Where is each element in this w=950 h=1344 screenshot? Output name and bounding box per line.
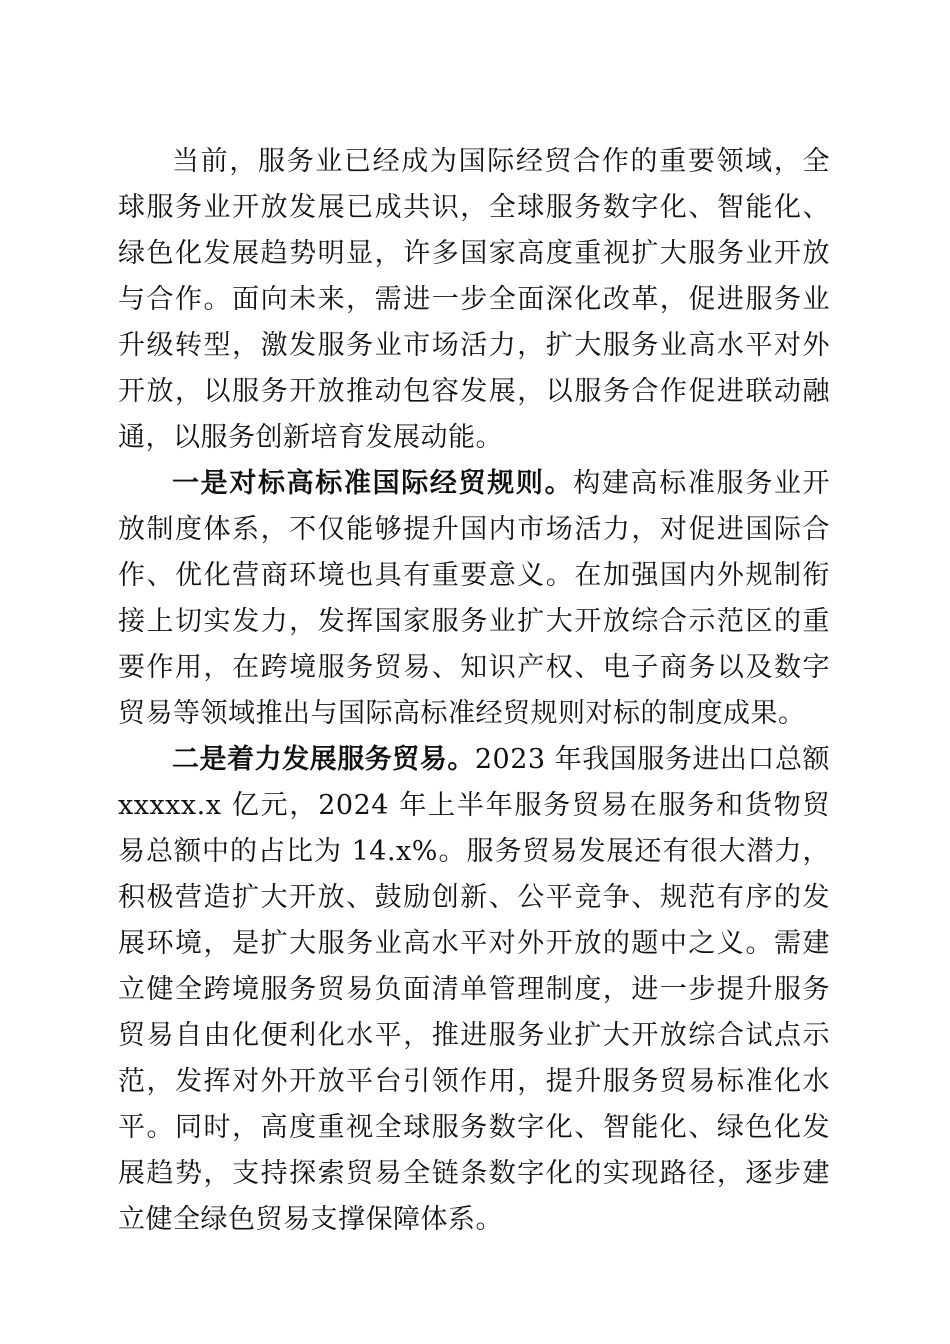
- paragraph-text: 2023 年我国服务进出口总额 xxxxx.x 亿元，2024 年上半年服务贸易在服务和货物贸易总额中的占比为 14.x%。服务贸易发展还有很大潜力，积极营造扩大开放、鼓励创新、公平竞争、规范有序的发展环境，是扩大服务业高水平对外开放的题中之义。需建立健全跨境服务贸易负面清单管理制度，进一步提升服务贸易自由化便利化水平，推进服务业扩大开放综合试点示范，发挥对外开放平台引领作用，提升服务贸易标准化水平。同时，高度重视全球服务数字化、智能化、绿色化发展趋势，支持探索贸易全链条数字化的实现路径，逐步建立健全绿色贸易支撑保障体系。: [118, 744, 831, 1235]
- paragraph-lead: 二是着力发展服务贸易。: [172, 744, 475, 775]
- paragraph-text: 当前，服务业已经成为国际经贸合作的重要领域，全球服务业开放发展已成共识，全球服务数字化、智能化、绿色化发展趋势明显，许多国家高度重视扩大服务业开放与合作。面向未来，需进一步全面深化改革，促进服务业升级转型，激发服务业市场活力，扩大服务业高水平对外开放，以服务开放推动包容发展，以服务合作促进联动融通，以服务创新培育发展动能。: [118, 146, 830, 453]
- document-body: [118, 139, 830, 1243]
- paragraph-point-2: [118, 737, 830, 1243]
- paragraph-intro: [118, 139, 830, 461]
- paragraph-lead: 一是对标高标准国际经贸规则。: [172, 468, 574, 499]
- paragraph-text: 构建高标准服务业开放制度体系，不仅能够提升国内市场活力，对促进国际合作、优化营商环境也具有重要意义。在加强国内外规制衔接上切实发力，发挥国家服务业扩大开放综合示范区的重要作用，在跨境服务贸易、知识产权、电子商务以及数字贸易等领域推出与国际高标准经贸规则对标的制度成果。: [118, 468, 831, 729]
- paragraph-point-1: [118, 461, 830, 737]
